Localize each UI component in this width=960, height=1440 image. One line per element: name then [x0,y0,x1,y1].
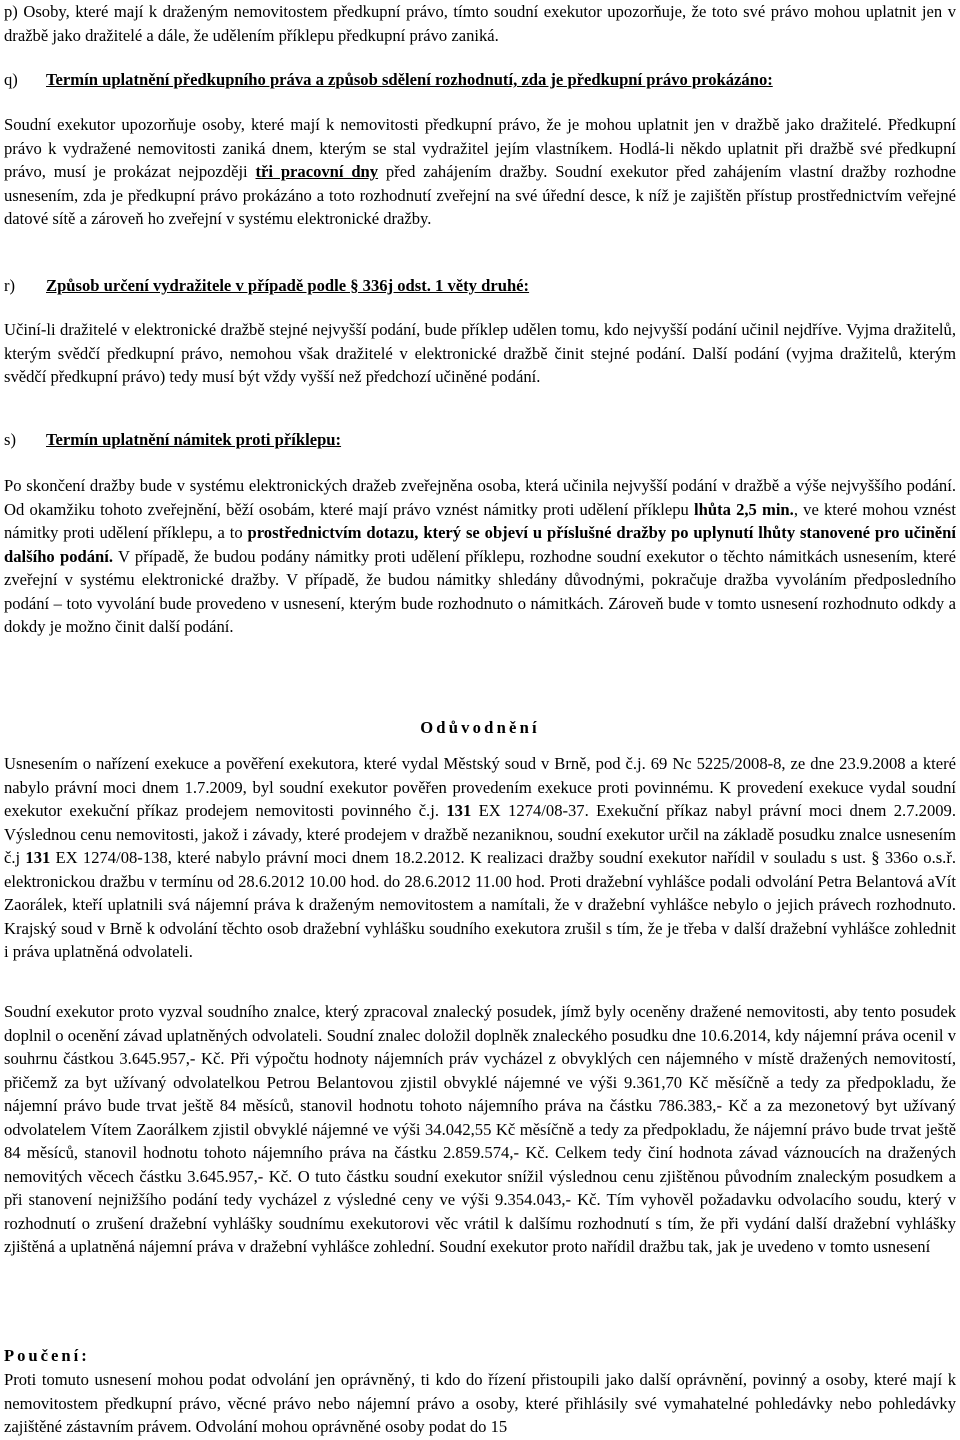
oduvodneni-paragraph-2: Soudní exekutor proto vyzval soudního znalce, který zpracoval znalecký posudek, jímž byly oceněny dražené nemovitosti, aby tento posudek doplnil o ocenění závad uplatněných odvolateli. Soudní znalec doložil doplněk znaleckého posudku dne 10.6.2014, kdy nájemní práva ocenil v souhrnu částkou 3.645.957,- Kč. Při výpočtu hodnoty nájemních práv vycházel z obvyklých cen nájemného v místě dražených nemovitostí, přičemž za byt užívaný odvolatelkou Petrou Belantovou zjistil obvyklé nájemné ve výši 9.361,70 Kč měsíčně a tedy za předpokladu, že nájemní právo bude trvat ještě 84 měsíců, stanovil hodnotu tohoto nájemního práva na částku 786.383,- Kč a za mezonetový byt užívaný odvolatelem Vítem Zaorálkem zjistil obvyklé nájemné ve výši 34.042,55 Kč měsíčně a tedy za předpokladu, že nájemní právo bude trvat ještě 84 měsíců, stanovil hodnotu tohoto nájemního práva na částku 2.859.574,- Kč. Celkem tedy činí hodnota závad váznoucích na dražených nemovitých věcech částku 3.645.957,- Kč. O tuto částku soudní exekutor snížil výslednou cenu zjištěnou původním znaleckým posudkem a při stanovení nejnižšího podání tedy vycházel z výsledné ceny ve výši 9.354.043,- Kč. Tím vyhověl požadavku odvolacího soudu, který v rozhodnutí o zrušení dražební vyhlášky soudnímu exekutorovi věc vrátil k dalšímu rozhodnutí s tím, že při vydání další dražební vyhlášky zjištěná a uplatněná nájemní práva v dražební vyhlášce zohlední. Soudní exekutor proto nařídil dražbu tak, jak je uvedeno v tomto usnesení [4,1002,956,1256]
oduvodneni-paragraph-1: Usnesením o nařízení exekuce a pověření exekutora, které vydal Městský soud v Brně, pod č.j. 69 Nc 5225/2008-8, ze dne 23.9.2008 a které nabylo právní moci dnem 1.7.2009, byl soudní exekutor pověřen provedením exekuce proti povinnému. K provedení exekuce vydal soudní exekutor exekuční příkaz prodejem nemovitosti povinného č.j. 131 EX 1274/08-37. Exekuční příkaz nabyl právní moci dnem 2.7.2009. Výslednou cenu nemovitosti, jakož i závady, které prodejem v dražbě nezaniknou, soudní exekutor určil na základě posudku znalce usnesením č.j 131 EX 1274/08-138, které nabylo právní moci dnem 18.2.2012. K realizaci dražby soudní exekutor nařídil v souladu s ust. § 336o o.s.ř. elektronickou dražbu v termínu od 28.6.2012 10.00 hod. do 28.6.2012 11.00 hod. Proti dražební vyhlášce podali odvolání Petra Belantová aVít Zaorálek, kteří uplatnili svá nájemní práva k draženým nemovitostem a namítali, že v dražební vyhlášce nebylo o jejich právech rozhodnuto. Krajský soud v Brně k odvolání těchto osob dražební vyhlášku soudního exekutora zrušil s tím, že je třeba v další dražební vyhlášce zohlednit i práva uplatněná odvolateli. [4,754,957,961]
section-q-text: Soudní exekutor upozorňuje osoby, které mají k nemovitosti předkupní právo, že je mohou uplatnit jen v dražbě jako dražitelé. Předkupní právo k vydražené nemovitosti zaniká dnem, kterým se stal vydražitel jejím vlastníkem. Hodlá-li někdo uplatnit při dražbě své předkupní právo, musí je prokázat nejpozději tři pracovní dny před zahájením dražby. Soudní exekutor před zahájením vlastní dražby rozhodne usnesením, zda je předkupní právo prokázáno a toto rozhodnutí zveřejní na své úřední desce, k níž je zajištěn přístup prostřednictvím veřejné datové sítě a zároveň ho zveřejní v systému elektronické dražby. [4,115,956,228]
section-q-heading [4,68,956,92]
section-s-heading [4,428,956,452]
section-r-label: r) [4,276,16,295]
oduvodneni-title: Odůvodnění [420,718,540,737]
section-q-label: q) [4,70,18,89]
three-working-days: tři pracovní dny [255,162,379,181]
section-r-title: Způsob určení vydražitele v případě podle § 336j odst. 1 věty druhé: [46,276,530,295]
pouceni-paragraph: Proti tomuto usnesení mohou podat odvolání jen oprávněný, ti kdo do řízení přistoupili jako další oprávnění, povinný a osoby, které mají k nemovitostem předkupní právo, věcné právo nebo nájemní právo a osoby, které přihlásily své vymahatelné pohledávky nebo pohledávky zajištěné zástavním právem. Odvolání mohou oprávněné osoby podat do 15 [4,1370,956,1436]
section-s-text: Po skončení dražby bude v systému elektronických dražeb zveřejněna osoba, která učinila nejvyšší podání v dražbě a výše nejvyššího podání. Od okamžiku tohoto zveřejnění, běží osobám, které mají právo vznést námitky proti udělení příklepu lhůta 2,5 min., ve které mohou vznést námitky proti udělení příklepu, a to prostřednictvím dotazu, který se objeví u příslušné dražby po uplynutí lhůty stanovené pro učinění dalšího podání. V případě, že budou podány námitky proti udělení příklepu, rozhodne soudní exekutor o těchto námitkách usnesením, které zveřejní v systému elektronické dražby. V případě, že budou námitky shledány důvodnými, pokračuje dražba vyvoláním předposledního podání – toto vyvolání bude provedeno v usnesení, kterým bude rozhodnuto o námitkách. Zároveň bude v tomto usnesení rozhodnuto odkdy a dokdy je možno činit další podání. [4,476,956,636]
section-s-title: Termín uplatnění námitek proti příklepu: [46,430,342,449]
section-r-text: Učiní-li dražitelé v elektronické dražbě stejné nejvyšší podání, bude příklep udělen tomu, kdo nejvyšší podání učinil nejdříve. Vyjma dražitelů, kterým svědčí předkupní právo, nemohou však dražitelé v elektronické dražbě činit stejné podání. Další podání (vyjma dražitelů, kterým svědčí předkupní právo) tedy musí být vždy vyšší než předchozí učiněné podání. [4,320,956,386]
section-q-title: Termín uplatnění předkupního práva a způsob sdělení rozhodnutí, zda je předkupní právo prokázáno: [46,70,773,89]
paragraph-p-continuation: p) Osoby, které mají k draženým nemovitostem předkupní právo, tímto soudní exekutor upozorňuje, že toto své právo mohou uplatnit jen v dražbě jako dražitelé a dále, že udělením příklepu předkupní právo zaniká. [4,2,956,45]
section-r-heading [4,274,956,298]
deadline-bold: lhůta 2,5 min. [694,499,794,519]
query-instruction-bold: prostřednictvím dotazu, který se objeví u příslušné dražby po uplynutí lhůty stanovené pro učinění dalšího podání. [4,523,956,566]
pouceni-title: Poučení: [4,1346,90,1365]
section-s-label: s) [4,430,16,449]
